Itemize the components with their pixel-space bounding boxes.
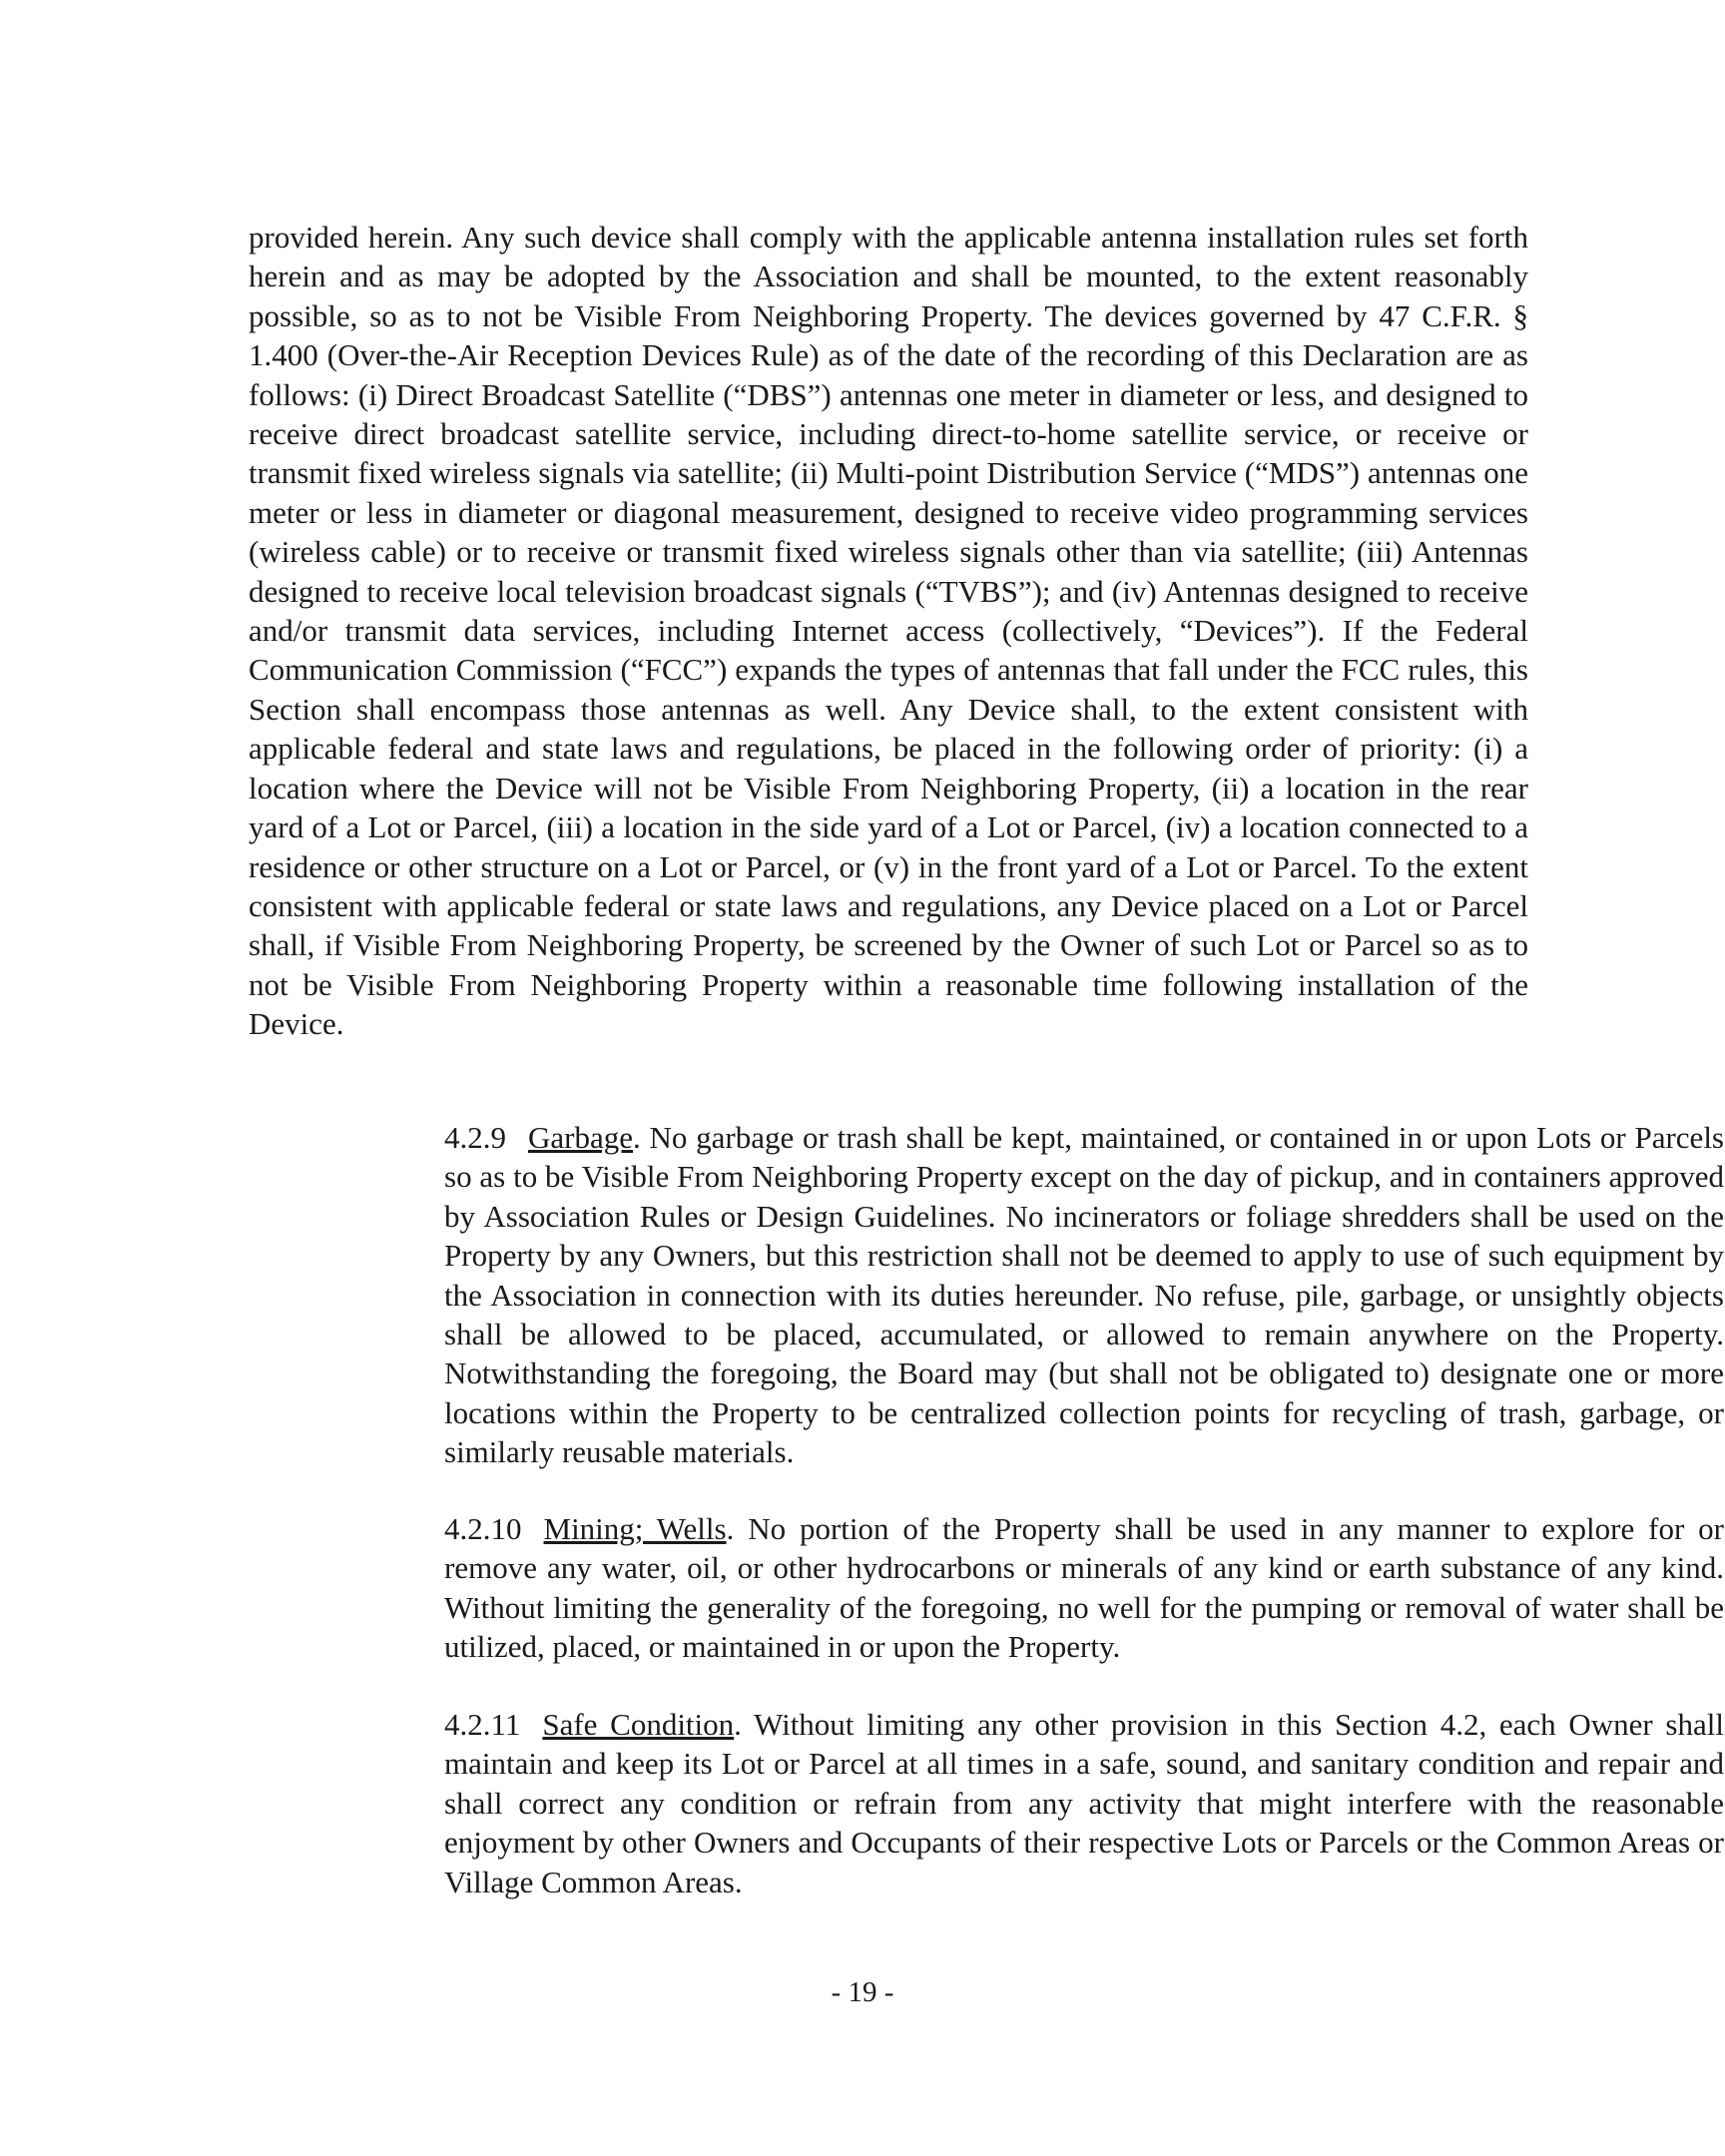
section-4-2-10-paragraph <box>249 1509 1724 1667</box>
section-4-2-9-paragraph <box>249 1118 1724 1472</box>
section-number: 4.2.9 <box>444 1120 506 1155</box>
section-title: Mining; Wells <box>543 1511 727 1546</box>
section-body: . Without limiting any other provision in this Section 4.2, each Owner shall maintain and keep its Lot or Parcel at all times in a safe, sound, and sanitary condition and repair and shall correct any condition or refrain from any activity that might interfere with the reasonable enjoyment by other Owners and Occupants of their respective Lots or Parcels or the Common Areas or Village Common Areas. <box>444 1707 1724 1899</box>
page-number: - 19 - <box>831 1976 894 2008</box>
section-number: 4.2.10 <box>444 1511 522 1546</box>
section-number: 4.2.11 <box>444 1707 521 1742</box>
section-body: . No portion of the Property shall be used in any manner to explore for or remove any water, oil, or other hydrocarbons or minerals of any kind or earth substance of any kind. Without limiting the generality of the foregoing, no well for the pumping or removal of water shall be utilized, placed, or maintained in or upon the Property. <box>444 1511 1724 1665</box>
intro-paragraph: provided herein. Any such device shall comply with the applicable antenna installation rules set forth herein and as may be adopted by the Association and shall be mounted, to the extent reasonably possible, so as to not be Visible From Neighboring Property. The devices governed by 47 C.F.R. § 1.400 (Over-the-Air Reception Devices Rule) as of the date of the recording of this Declaration are as follows: (i) Direct Broadcast Satellite (“DBS”) antennas one meter in diameter or less, and designed to receive direct broadcast satellite service, including direct-to-home satellite service, or receive or transmit fixed wireless signals via satellite; (ii) Multi-point Distribution Service (“MDS”) antennas one meter or less in diameter or diagonal measurement, designed to receive video programming services (wireless cable) or to receive or transmit fixed wireless signals other than via satellite; (iii) Antennas designed to receive local television broadcast signals (“TVBS”); and (iv) Antennas designed to receive and/or transmit data services, including Internet access (collectively, “Devices”). If the Federal Communication Commission (“FCC”) expands the types of antennas that fall under the FCC rules, this Section shall encompass those antennas as well. Any Device shall, to the extent consistent with applicable federal and state laws and regulations, be placed in the following order of priority: (i) a location where the Device will not be Visible From Neighboring Property, (ii) a location in the rear yard of a Lot or Parcel, (iii) a location in the side yard of a Lot or Parcel, (iv) a location connected to a residence or other structure on a Lot or Parcel, or (v) in the front yard of a Lot or Parcel. To the extent consistent with applicable federal or state laws and regulations, any Device placed on a Lot or Parcel shall, if Visible From Neighboring Property, be screened by the Owner of such Lot or Parcel so as to not be Visible From Neighboring Property within a reasonable time following installation of the Device. <box>249 220 1528 1042</box>
section-4-2-11-paragraph <box>249 1705 1724 1901</box>
section-title: Garbage <box>528 1120 633 1155</box>
section-body: . No garbage or trash shall be kept, maintained, or contained in or upon Lots or Parcels so as to be Visible From Neighboring Property except on the day of pickup, and in containers approved by Association Rules or Design Guidelines. No incinerators or foliage shredders shall be used on the Property by any Owners, but this restriction shall not be deemed to apply to use of such equipment by the Association in connection with its duties hereunder. No refuse, pile, garbage, or unsightly objects shall be allowed to be placed, accumulated, or allowed to remain anywhere on the Property. Notwithstanding the foregoing, the Board may (but shall not be obligated to) designate one or more locations within the Property to be centralized collection points for recycling of trash, garbage, or similarly reusable materials. <box>444 1120 1724 1470</box>
section-title: Safe Condition <box>542 1707 735 1742</box>
